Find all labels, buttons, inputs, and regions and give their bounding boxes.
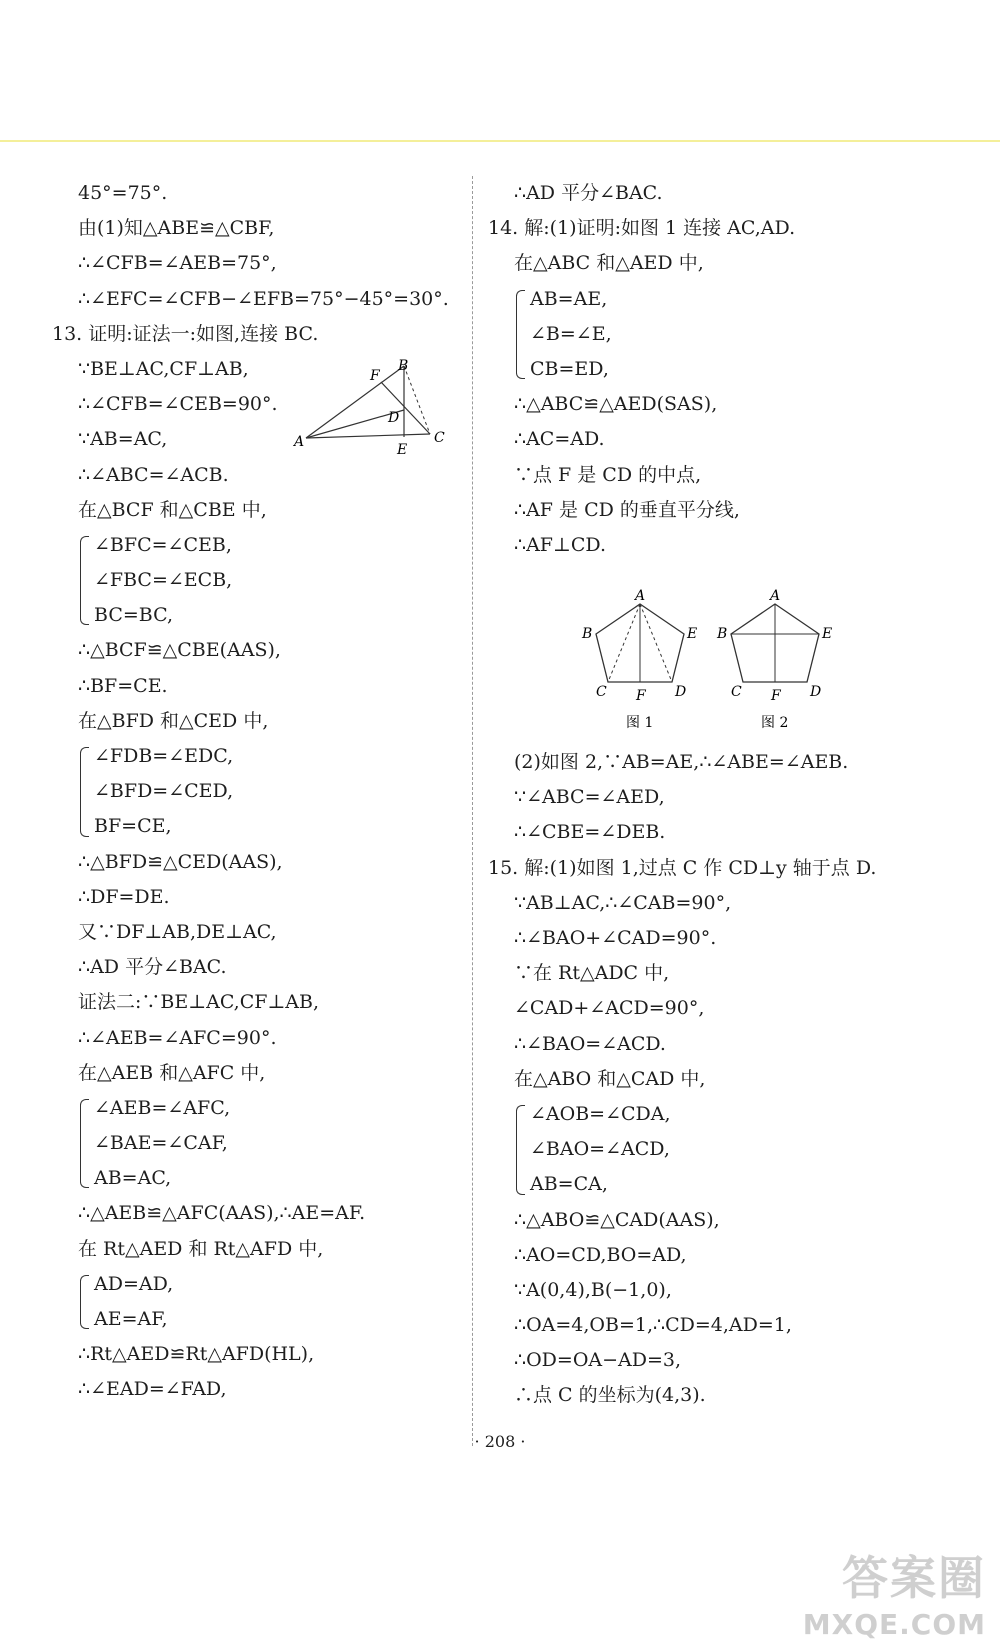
text-line: 又∵DF⊥AB,DE⊥AC, (78, 920, 277, 943)
text-line: ∴OD=OA−AD=3, (514, 1349, 682, 1372)
text-line: 证法二:∵BE⊥AC,CF⊥AB, (78, 991, 320, 1014)
page-number: · 208 · (474, 1432, 526, 1451)
figure-caption-1: 图 1 (626, 715, 654, 731)
text-line: ∴∠CFB=∠AEB=75°, (78, 252, 277, 275)
watermark-line2: MXQE.COM (802, 1608, 986, 1641)
text-line: ∴∠AEB=∠AFC=90°. (78, 1026, 277, 1049)
segment-ac (306, 434, 430, 438)
text-line: ∴△BFD≌△CED(AAS), (78, 850, 283, 873)
label-a: A (770, 588, 781, 604)
text-line: ∴∠BAO+∠CAD=90°. (514, 927, 717, 949)
pentagon-figure-1 (581, 588, 697, 731)
label-f: F (636, 688, 646, 704)
pentagon-figures-14 (574, 590, 844, 750)
text-line: 在△BFD 和△CED 中, (78, 709, 269, 732)
label-a: A (635, 588, 646, 604)
text-line: ∵BE⊥AC,CF⊥AB, (78, 357, 249, 380)
condition-brace (78, 528, 458, 634)
label-b: B (398, 358, 409, 374)
text-line: ∠FBC=∠ECB, (94, 569, 233, 592)
text-line: ∠BAE=∠CAF, (94, 1132, 228, 1155)
label-b: B (582, 626, 593, 642)
text-line: BC=BC, (94, 604, 173, 627)
condition-brace (514, 282, 934, 388)
condition-brace (78, 739, 458, 845)
text-line: ∠BAO=∠ACD, (530, 1138, 670, 1161)
text-line: ∴DF=DE. (78, 885, 170, 908)
text-line: ∴∠EFC=∠CFB−∠EFB=75°−45°=30°. (78, 287, 449, 310)
segment-ab (306, 366, 404, 438)
text-line: ∠AOB=∠CDA, (530, 1102, 671, 1125)
label-c: C (434, 430, 445, 446)
segment-cf (381, 382, 430, 434)
pentagon-figure-2 (716, 588, 832, 731)
text-line: ∠FDB=∠EDC, (94, 745, 234, 767)
text-line: ∴AF⊥CD. (514, 533, 606, 556)
condition-brace (78, 1091, 458, 1197)
text-line: ∴∠BAO=∠ACD. (514, 1032, 666, 1055)
label-e: E (397, 442, 408, 458)
text-line: BF=CE, (94, 815, 172, 838)
triangle-figure-13 (294, 358, 464, 478)
text-line: ∴AF 是 CD 的垂直平分线, (514, 498, 740, 521)
text-line: ∴△ABO≌△CAD(AAS), (514, 1208, 720, 1231)
text-line: ∴OA=4,OB=1,∴CD=4,AD=1, (514, 1314, 792, 1337)
condition-brace (78, 1267, 458, 1337)
text-line: ∵点 F 是 CD 的中点, (514, 463, 702, 486)
text-line: ∠BFC=∠CEB, (94, 533, 232, 556)
label-f: F (370, 368, 380, 384)
segment-ac (608, 604, 640, 682)
text-line: ∵∠ABC=∠AED, (514, 786, 665, 809)
condition-brace (514, 1097, 934, 1203)
problem-14-heading: 14. 解:(1)证明:如图 1 连接 AC,AD. (488, 217, 796, 240)
label-e: E (822, 626, 833, 642)
text-line: ∴Rt△AED≌Rt△AFD(HL), (78, 1343, 315, 1366)
text-line: AD=AD, (94, 1272, 174, 1295)
text-line: ∴AD 平分∠BAC. (78, 956, 227, 979)
text-line: 在△BCF 和△CBE 中, (78, 498, 267, 521)
text-line: 45°=75°. (78, 182, 168, 204)
text-line: ∠AEB=∠AFC, (94, 1096, 231, 1119)
text-line: ∴AO=CD,BO=AD, (514, 1243, 687, 1266)
right-column (488, 176, 934, 1414)
text-line: AE=AF, (94, 1308, 168, 1330)
text-line: AB=AE, (530, 287, 608, 310)
text-line: ∴∠EAD=∠FAD, (78, 1378, 227, 1401)
problem-13-heading: 13. 证明:证法一:如图,连接 BC. (52, 322, 319, 345)
text-line: ∴AC=AD. (514, 428, 605, 451)
text-line: 在 Rt△AED 和 Rt△AFD 中, (78, 1237, 324, 1260)
text-line: ∴点 C 的坐标为(4,3). (514, 1384, 706, 1407)
text-line: 由(1)知△ABE≌△CBF, (78, 217, 275, 240)
figure-caption-2: 图 2 (761, 715, 789, 731)
label-f: F (771, 688, 781, 704)
text-line: ∵AB=AC, (78, 428, 168, 451)
text-line: AB=AC, (94, 1167, 172, 1190)
watermark-line1: 答案圈 (842, 1551, 986, 1605)
label-b: B (717, 626, 728, 642)
text-line: ∴∠CFB=∠CEB=90°. (78, 393, 278, 416)
segment-bc (404, 366, 430, 434)
problem-15-heading: 15. 解:(1)如图 1,过点 C 作 CD⊥y 轴于点 D. (488, 856, 877, 879)
text-line: ∴△AEB≌△AFC(AAS),∴AE=AF. (78, 1202, 366, 1225)
label-c: C (731, 684, 742, 700)
text-line: CB=ED, (530, 357, 609, 380)
label-e: E (687, 626, 698, 642)
label-d: D (388, 410, 400, 426)
label-d: D (675, 684, 687, 700)
text-line: ∴△BCF≌△CBE(AAS), (78, 639, 281, 662)
text-line: ∴△ABC≌△AED(SAS), (514, 393, 718, 416)
label-d: D (810, 684, 822, 700)
text-line: ∵A(0,4),B(−1,0), (514, 1278, 672, 1301)
text-line: (2)如图 2,∵AB=AE,∴∠ABE=∠AEB. (514, 751, 849, 774)
segment-ad (640, 604, 672, 682)
text-line: ∴∠CBE=∠DEB. (514, 821, 666, 844)
label-c: C (596, 684, 607, 700)
watermark-logo (803, 1542, 986, 1641)
text-line: ∴∠ABC=∠ACB. (78, 463, 229, 486)
text-line: ∴BF=CE. (78, 674, 168, 697)
text-line: ∵AB⊥AC,∴∠CAB=90°, (514, 891, 732, 914)
text-line: ∠B=∠E, (530, 322, 612, 345)
text-line: ∵在 Rt△ADC 中, (514, 962, 670, 985)
text-line: AB=CA, (530, 1173, 608, 1196)
column-divider (472, 176, 473, 1446)
text-line: 在△AEB 和△AFC 中, (78, 1061, 266, 1084)
text-line: ∠CAD+∠ACD=90°, (514, 997, 705, 1020)
text-line: ∴AD 平分∠BAC. (514, 182, 663, 204)
text-line: 在△ABC 和△AED 中, (514, 252, 704, 275)
header-rule (0, 140, 1000, 142)
text-line: ∠BFD=∠CED, (94, 780, 234, 803)
label-a: A (294, 434, 305, 450)
text-line: 在△ABO 和△CAD 中, (514, 1067, 706, 1090)
